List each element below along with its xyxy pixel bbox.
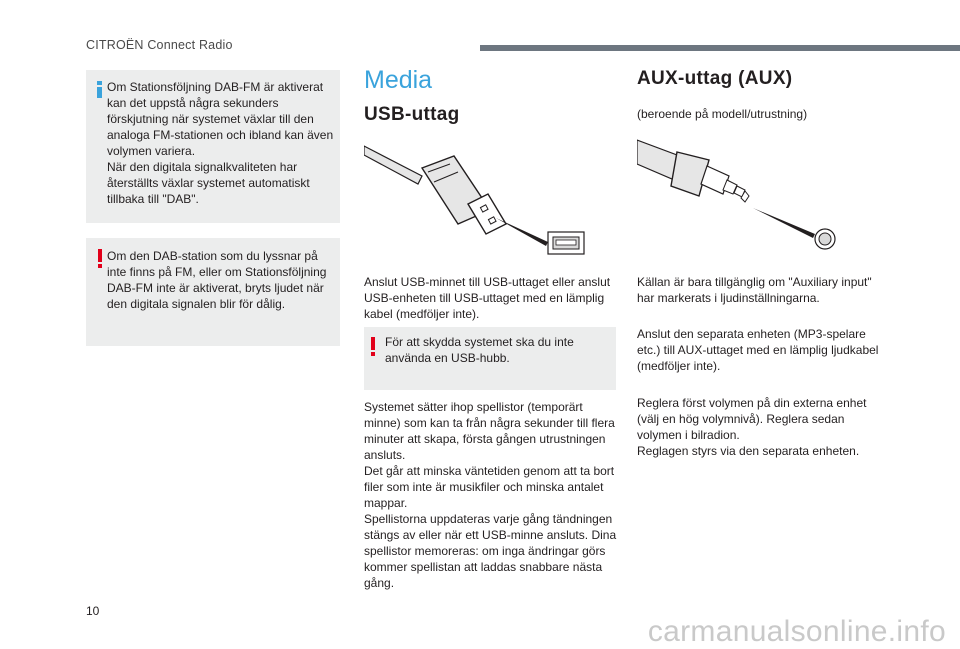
header-title: CITROËN Connect Radio [86, 38, 233, 52]
info-box-text: Om Stationsföljning DAB-FM är aktiverat kan det uppstå några sekunders förskjutning när systemet växlar till den analoga FM-stationen och ibland kan även volymen variera. När den digitala signalkvaliteten har återställts växlar systemet automatiskt tillbaka till "DAB". [107, 80, 334, 206]
info-box [86, 70, 340, 223]
warning-box-dab [86, 238, 340, 346]
aux-jack-illustration-icon [637, 136, 847, 252]
aux-paragraph-3: Reglera först volymen på din externa enhet (välj en hög volymnivå). Reglera sedan volymen i bilradion. Reglagen styrs via den separata enheten. [637, 396, 867, 458]
aux-paragraph-2: Anslut den separata enheten (MP3-spelare etc.) till AUX-uttaget med en lämplig ljudkabel (medföljer inte). [637, 327, 879, 373]
header-bar [480, 45, 960, 51]
playlist-paragraph: Systemet sätter ihop spellistor (temporärt minne) som kan ta från några sekunder till flera minuter att skapa, första gången utrustningen ansluts. Det går att minska väntetiden genom att ta bort filer som inte är musikfiler och minska antalet mappar. Spellistorna uppdateras varje gång tändningen stängs av eller när ett USB-minne ansluts. Dina spellistor memoreras: om inga ändringar görs kommer spellistan att laddas snabbare nästa gång. [364, 400, 617, 590]
aux-paragraph-1: Källan är bara tillgänglig om "Auxiliary input" har markerats i ljudinställningarna. [637, 275, 872, 305]
warning-icon [98, 249, 102, 268]
usb-paragraph: Anslut USB-minnet till USB-uttaget eller anslut USB-enheten till USB-uttaget med en lämplig kabel (medföljer inte). [364, 275, 611, 321]
warning-box-usb [364, 327, 616, 390]
watermark: carmanualsonline.info [647, 615, 946, 648]
warning-icon [371, 337, 375, 356]
usb-plug-illustration-icon [364, 138, 594, 260]
page-number: 10 [86, 604, 100, 618]
info-icon [97, 81, 102, 98]
usb-title: USB-uttag [364, 104, 460, 125]
section-title-media: Media [364, 66, 433, 94]
warning-box-usb-text: För att skydda systemet ska du inte använda en USB-hubb. [385, 335, 574, 365]
warning-box-dab-text: Om den DAB-station som du lyssnar på inte finns på FM, eller om Stationsföljning DAB-FM inte är aktiverat, bryts ljudet när den digitala signalen blir för dålig. [107, 249, 327, 311]
aux-note: (beroende på modell/utrustning) [637, 107, 808, 121]
aux-title: AUX-uttag (AUX) [637, 68, 793, 89]
